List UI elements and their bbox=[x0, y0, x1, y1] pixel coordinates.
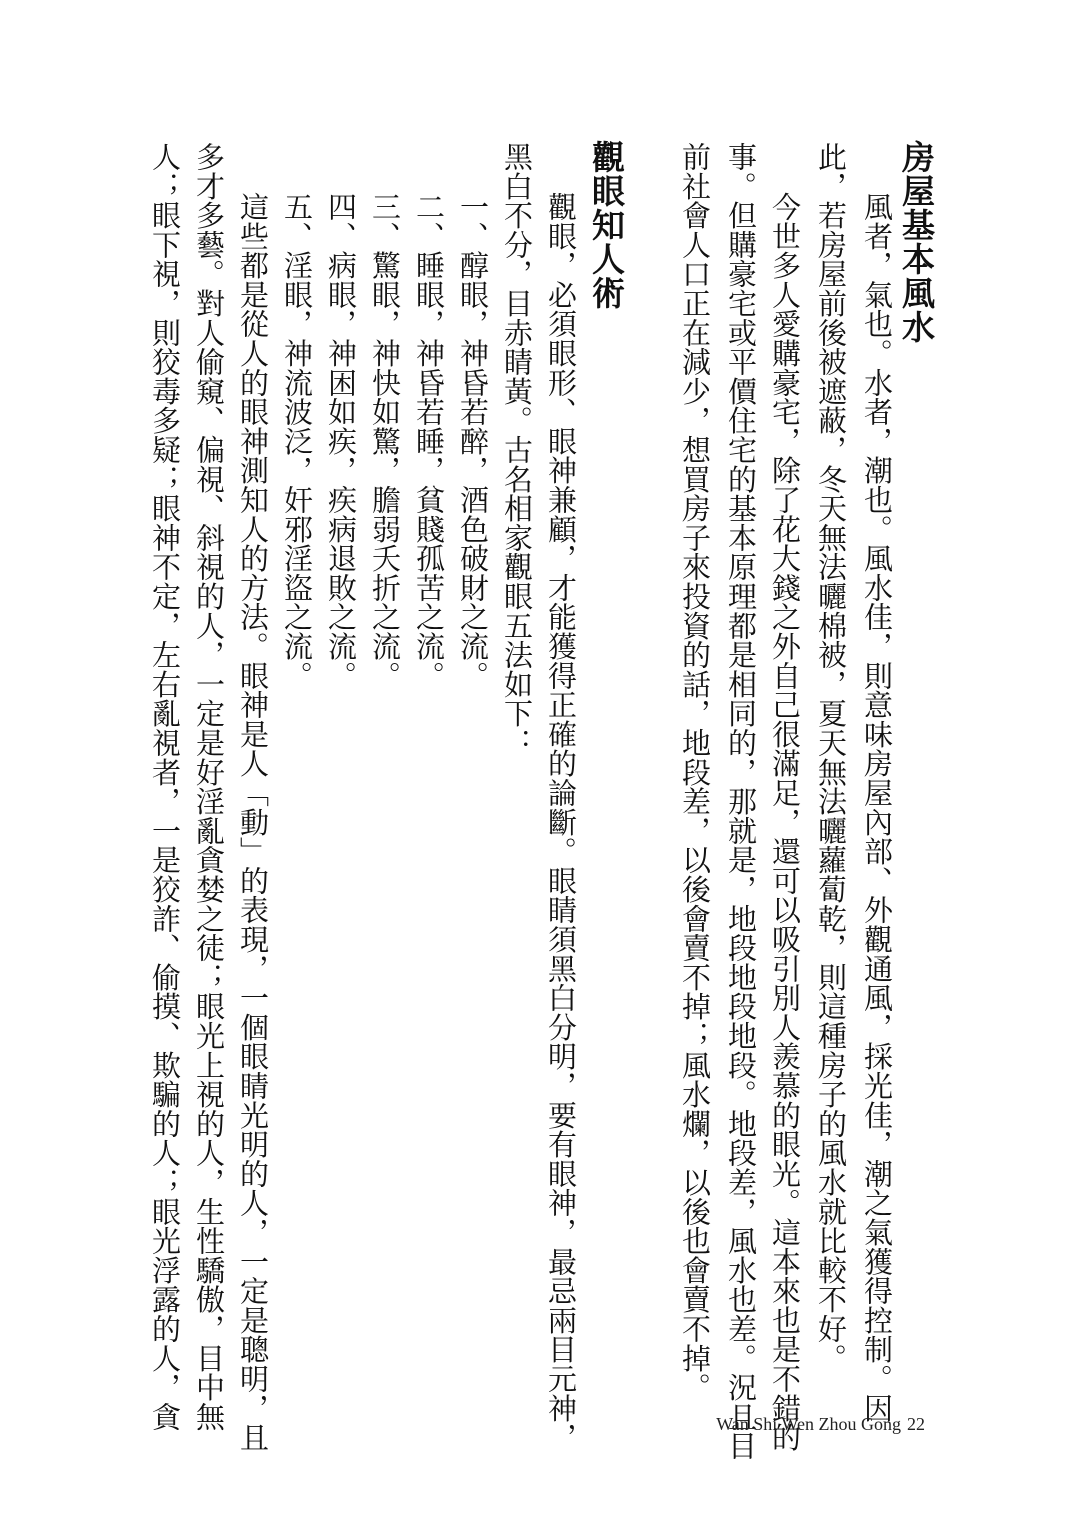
paragraph-line: 這些都是從人的眼神測知人的方法。眼神是人「動」的表現，一個眼睛光明的人，一定是聰明，且 bbox=[236, 192, 270, 1452]
paragraph-line: 今世多人愛購豪宅，除了花大錢之外自己很滿足，還可以吸引別人羨慕的眼光。這本來也是不錯的 bbox=[768, 192, 802, 1452]
list-item: 一、醇眼，神昏若醉，酒色破財之流。 bbox=[456, 192, 490, 691]
paragraph-line: 前社會人口正在減少，想買房子來投資的話，地段差，以後會賣不掉；風水爛，以後也會賣不掉。 bbox=[678, 142, 712, 1402]
paragraph-line: 此，若房屋前後被遮蔽，冬天無法曬棉被，夏天無法曬蘿蔔乾，則這種房子的風水就比較不好。 bbox=[814, 142, 848, 1373]
list-item: 五、淫眼，神流波泛，奸邪淫盜之流。 bbox=[280, 192, 314, 691]
section-title-eye-reading: 觀眼知人術 bbox=[587, 140, 626, 310]
paragraph-line: 事。但購豪宅或平價住宅的基本原理都是相同的，那就是，地段地段地段。地段差，風水也差。況且目 bbox=[724, 142, 758, 1461]
section-title-fengshui: 房屋基本風水 bbox=[897, 140, 936, 344]
paragraph-line: 觀眼，必須眼形、眼神兼顧，才能獲得正確的論斷。眼睛須黑白分明，要有眼神，最忌兩目元神， bbox=[544, 192, 578, 1452]
page-number: 22 bbox=[907, 1414, 925, 1434]
paragraph-line: 風者，氣也。水者，潮也。風水佳，則意味房屋內部、外觀通風，採光佳，潮之氣獲得控制。因 bbox=[860, 192, 894, 1423]
list-item: 四、病眼，神困如疾，疾病退敗之流。 bbox=[324, 192, 358, 691]
book-title: Wan Shi Wen Zhou Gong bbox=[716, 1414, 901, 1434]
paragraph-line: 人；眼下視，則狡毒多疑；眼神不定，左右亂視者，一是狡詐、偷摸、欺騙的人；眼光浮露的人，貪 bbox=[148, 142, 182, 1432]
list-item: 二、睡眼，神昏若睡，貧賤孤苦之流。 bbox=[412, 192, 446, 691]
paragraph-line: 多才多藝。對人偷窺、偏視、斜視的人，一定是好淫亂貪婪之徒；眼光上視的人，生性驕傲，目中無 bbox=[192, 142, 226, 1432]
paragraph-line: 黑白不分，目赤睛黃。古名相家觀眼五法如下： bbox=[500, 142, 534, 758]
list-item: 三、驚眼，神快如驚，膽弱夭折之流。 bbox=[368, 192, 402, 691]
page-footer bbox=[710, 1414, 925, 1435]
